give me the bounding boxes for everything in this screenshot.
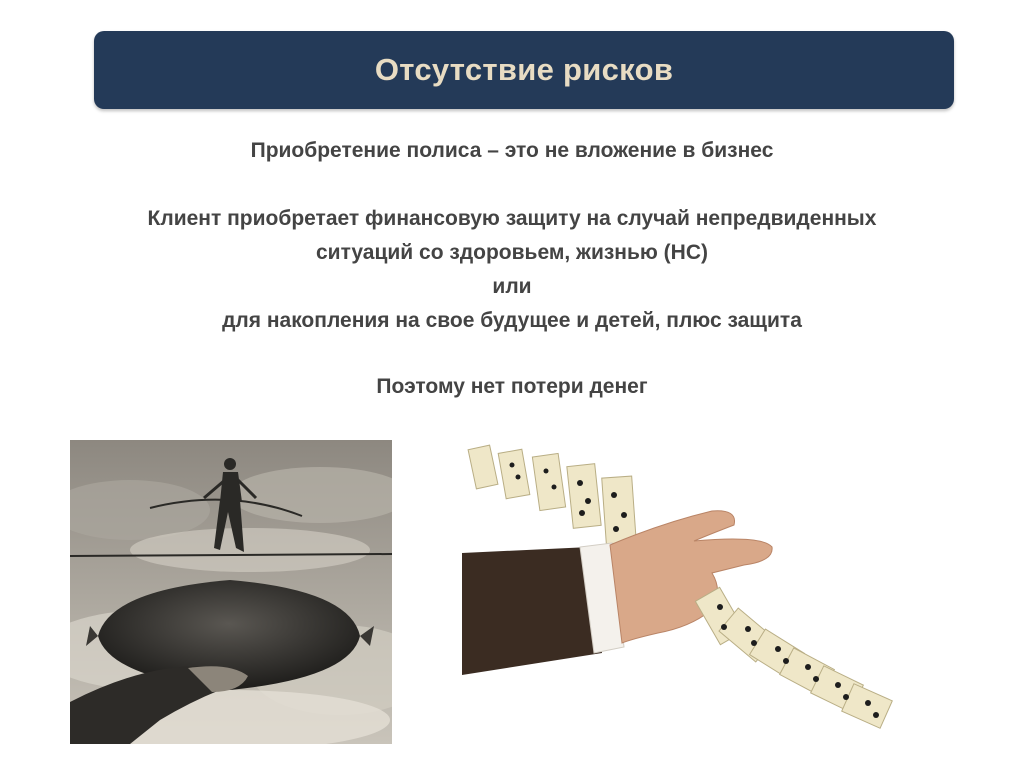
body-line-4: или — [492, 275, 532, 298]
body-text — [60, 134, 964, 404]
tightrope-walker-image — [70, 440, 392, 744]
body-line-1: Приобретение полиса – это не вложение в бизнес — [250, 139, 774, 162]
dominoes-hand-image — [462, 443, 908, 744]
body-line-2: Клиент приобретает финансовую защиту на случай непредвиденных — [147, 207, 877, 230]
slide-title: Отсутствие рисков — [374, 52, 674, 87]
body-line-5: для накопления на свое будущее и детей, плюс защита — [222, 309, 802, 332]
body-line-6: Поэтому нет потери денег — [376, 375, 648, 398]
title-bar — [94, 31, 954, 109]
body-line-3: ситуаций со здоровьем, жизнью (НС) — [316, 241, 708, 264]
